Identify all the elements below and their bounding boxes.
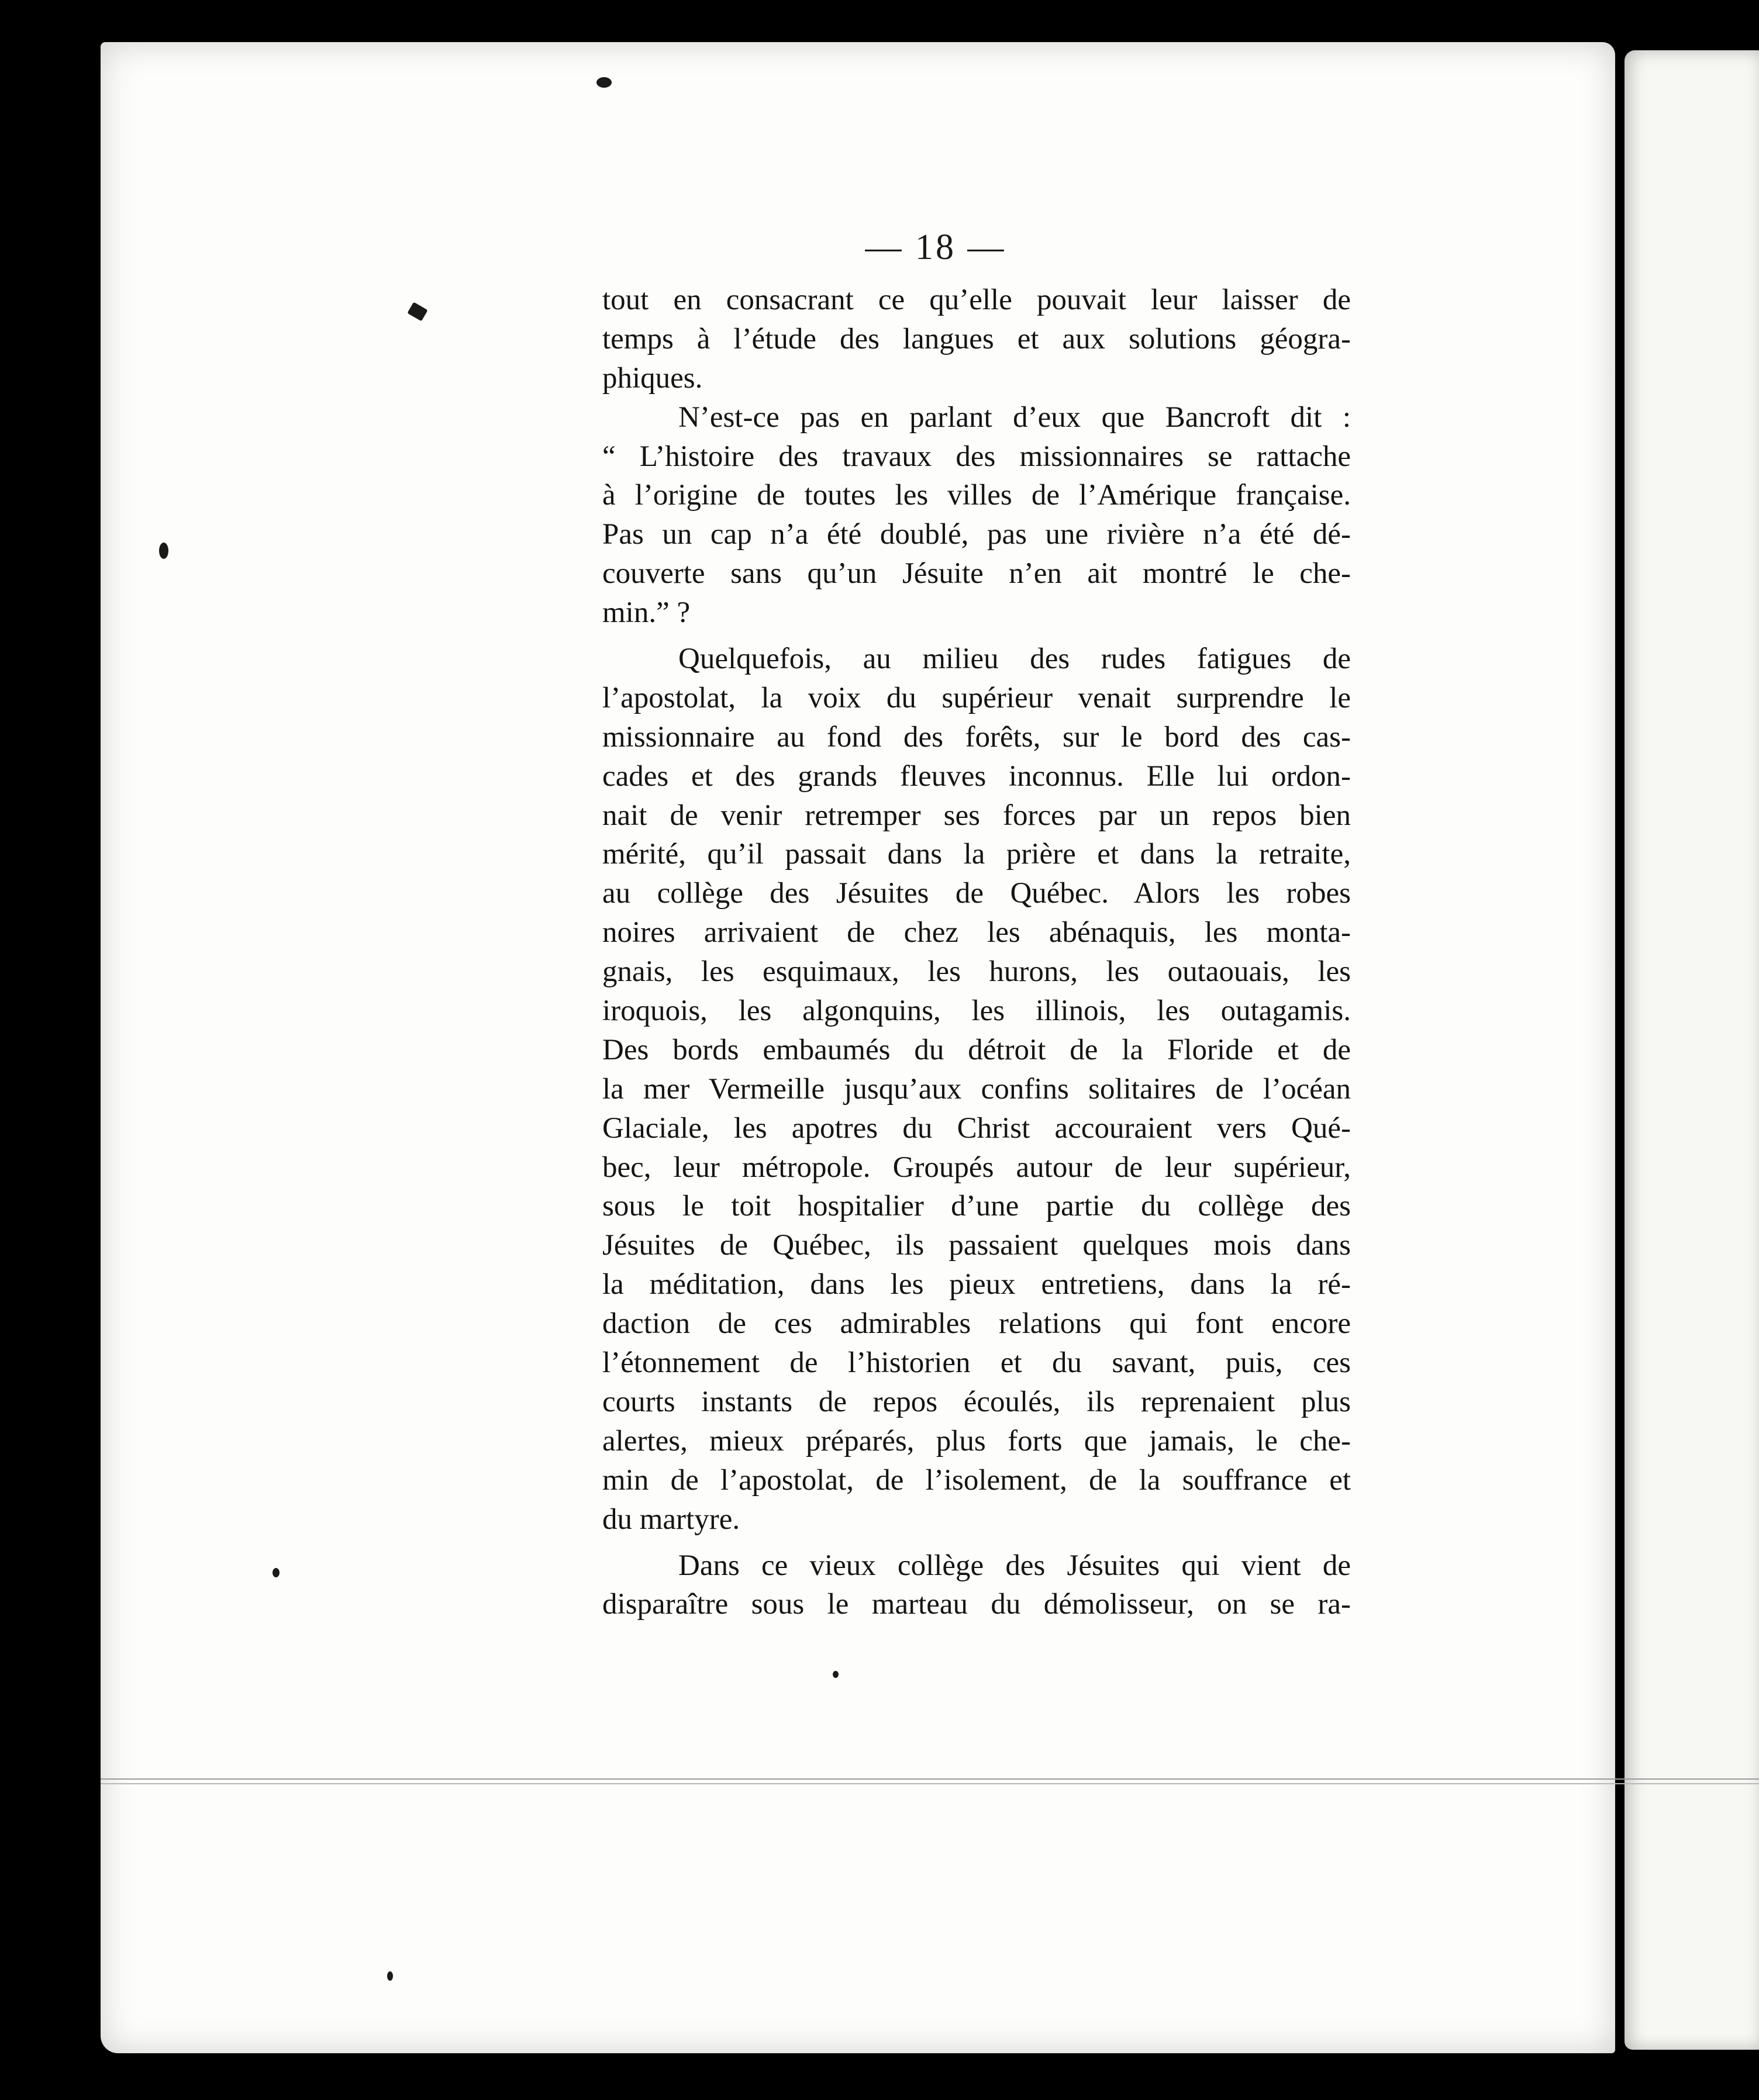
scan-speck — [833, 1671, 839, 1678]
text-line: min.” ? — [602, 596, 691, 630]
text-line: Dans ce vieux collège des Jésuites qui vient de — [678, 1549, 1351, 1582]
text-line: gnais, les esquimaux, les hurons, les outaouais, les — [602, 955, 1351, 989]
right-page-edge — [1625, 50, 1759, 2050]
text-line: missionnaire au fond des forêts, sur le bord des cas- — [602, 720, 1351, 754]
text-line: “ L’histoire des travaux des missionnaires se rattache — [602, 440, 1351, 473]
text-line: courts instants de repos écoulés, ils reprenaient plus — [602, 1385, 1351, 1418]
scan-speck — [159, 543, 168, 559]
text-line: l’apostolat, la voix du supérieur venait surprendre le — [602, 681, 1351, 714]
text-line: la mer Vermeille jusqu’aux confins solitaires de l’océan — [602, 1072, 1351, 1106]
text-line: phiques. — [602, 361, 703, 395]
scan-speck — [596, 77, 612, 88]
text-line: nait de venir retremper ses forces par un repos bien — [602, 799, 1351, 832]
text-line: Glaciale, les apotres du Christ accouraient vers Qué- — [602, 1111, 1351, 1145]
text-line: Jésuites de Québec, ils passaient quelques mois dans — [602, 1229, 1351, 1262]
text-line: min de l’apostolat, de l’isolement, de la souffrance et — [602, 1463, 1351, 1497]
text-line: Des bords embaumés du détroit de la Floride et de — [602, 1033, 1351, 1066]
text-line: iroquois, les algonquins, les illinois, les outagamis. — [602, 994, 1351, 1028]
text-line: à l’origine de toutes les villes de l’Amérique française. — [602, 479, 1351, 512]
text-line: Quelquefois, au milieu des rudes fatigues de — [678, 643, 1351, 676]
text-line: cades et des grands fleuves inconnus. Elle lui ordon- — [602, 759, 1351, 793]
text-line: disparaître sous le marteau du démolisseur, on se ra- — [602, 1588, 1351, 1621]
fold-line — [101, 1778, 1759, 1784]
text-line: temps à l’étude des langues et aux solutions géogra- — [602, 322, 1351, 355]
body-text — [602, 281, 1351, 1624]
scan-speck — [273, 1568, 280, 1577]
text-line: Pas un cap n’a été doublé, pas une rivière n’a été dé- — [602, 518, 1351, 551]
text-line: couverte sans qu’un Jésuite n’en ait montré le che- — [602, 557, 1351, 590]
text-line: bec, leur métropole. Groupés autour de leur supérieur, — [602, 1151, 1351, 1184]
text-line: noires arrivaient de chez les abénaquis, les monta- — [602, 916, 1351, 949]
text-line: l’étonnement de l’historien et du savant, puis, ces — [602, 1346, 1351, 1380]
text-line: daction de ces admirables relations qui font encore — [602, 1307, 1351, 1341]
text-line: alertes, mieux préparés, plus forts que jamais, le che- — [602, 1424, 1351, 1457]
page-number: — 18 — — [865, 227, 1006, 267]
text-line: la méditation, dans les pieux entretiens, dans la ré- — [602, 1268, 1351, 1301]
text-line: au collège des Jésuites de Québec. Alors les robes — [602, 877, 1351, 910]
text-line: sous le toit hospitalier d’une partie du collège des — [602, 1190, 1351, 1223]
text-line: mérité, qu’il passait dans la prière et dans la retraite, — [602, 838, 1351, 871]
text-line: tout en consacrant ce qu’elle pouvait leur laisser de — [602, 284, 1351, 316]
text-line: N’est-ce pas en parlant d’eux que Bancroft dit : — [678, 400, 1351, 434]
text-line: du martyre. — [602, 1503, 740, 1536]
scan-speck — [387, 1971, 393, 1981]
